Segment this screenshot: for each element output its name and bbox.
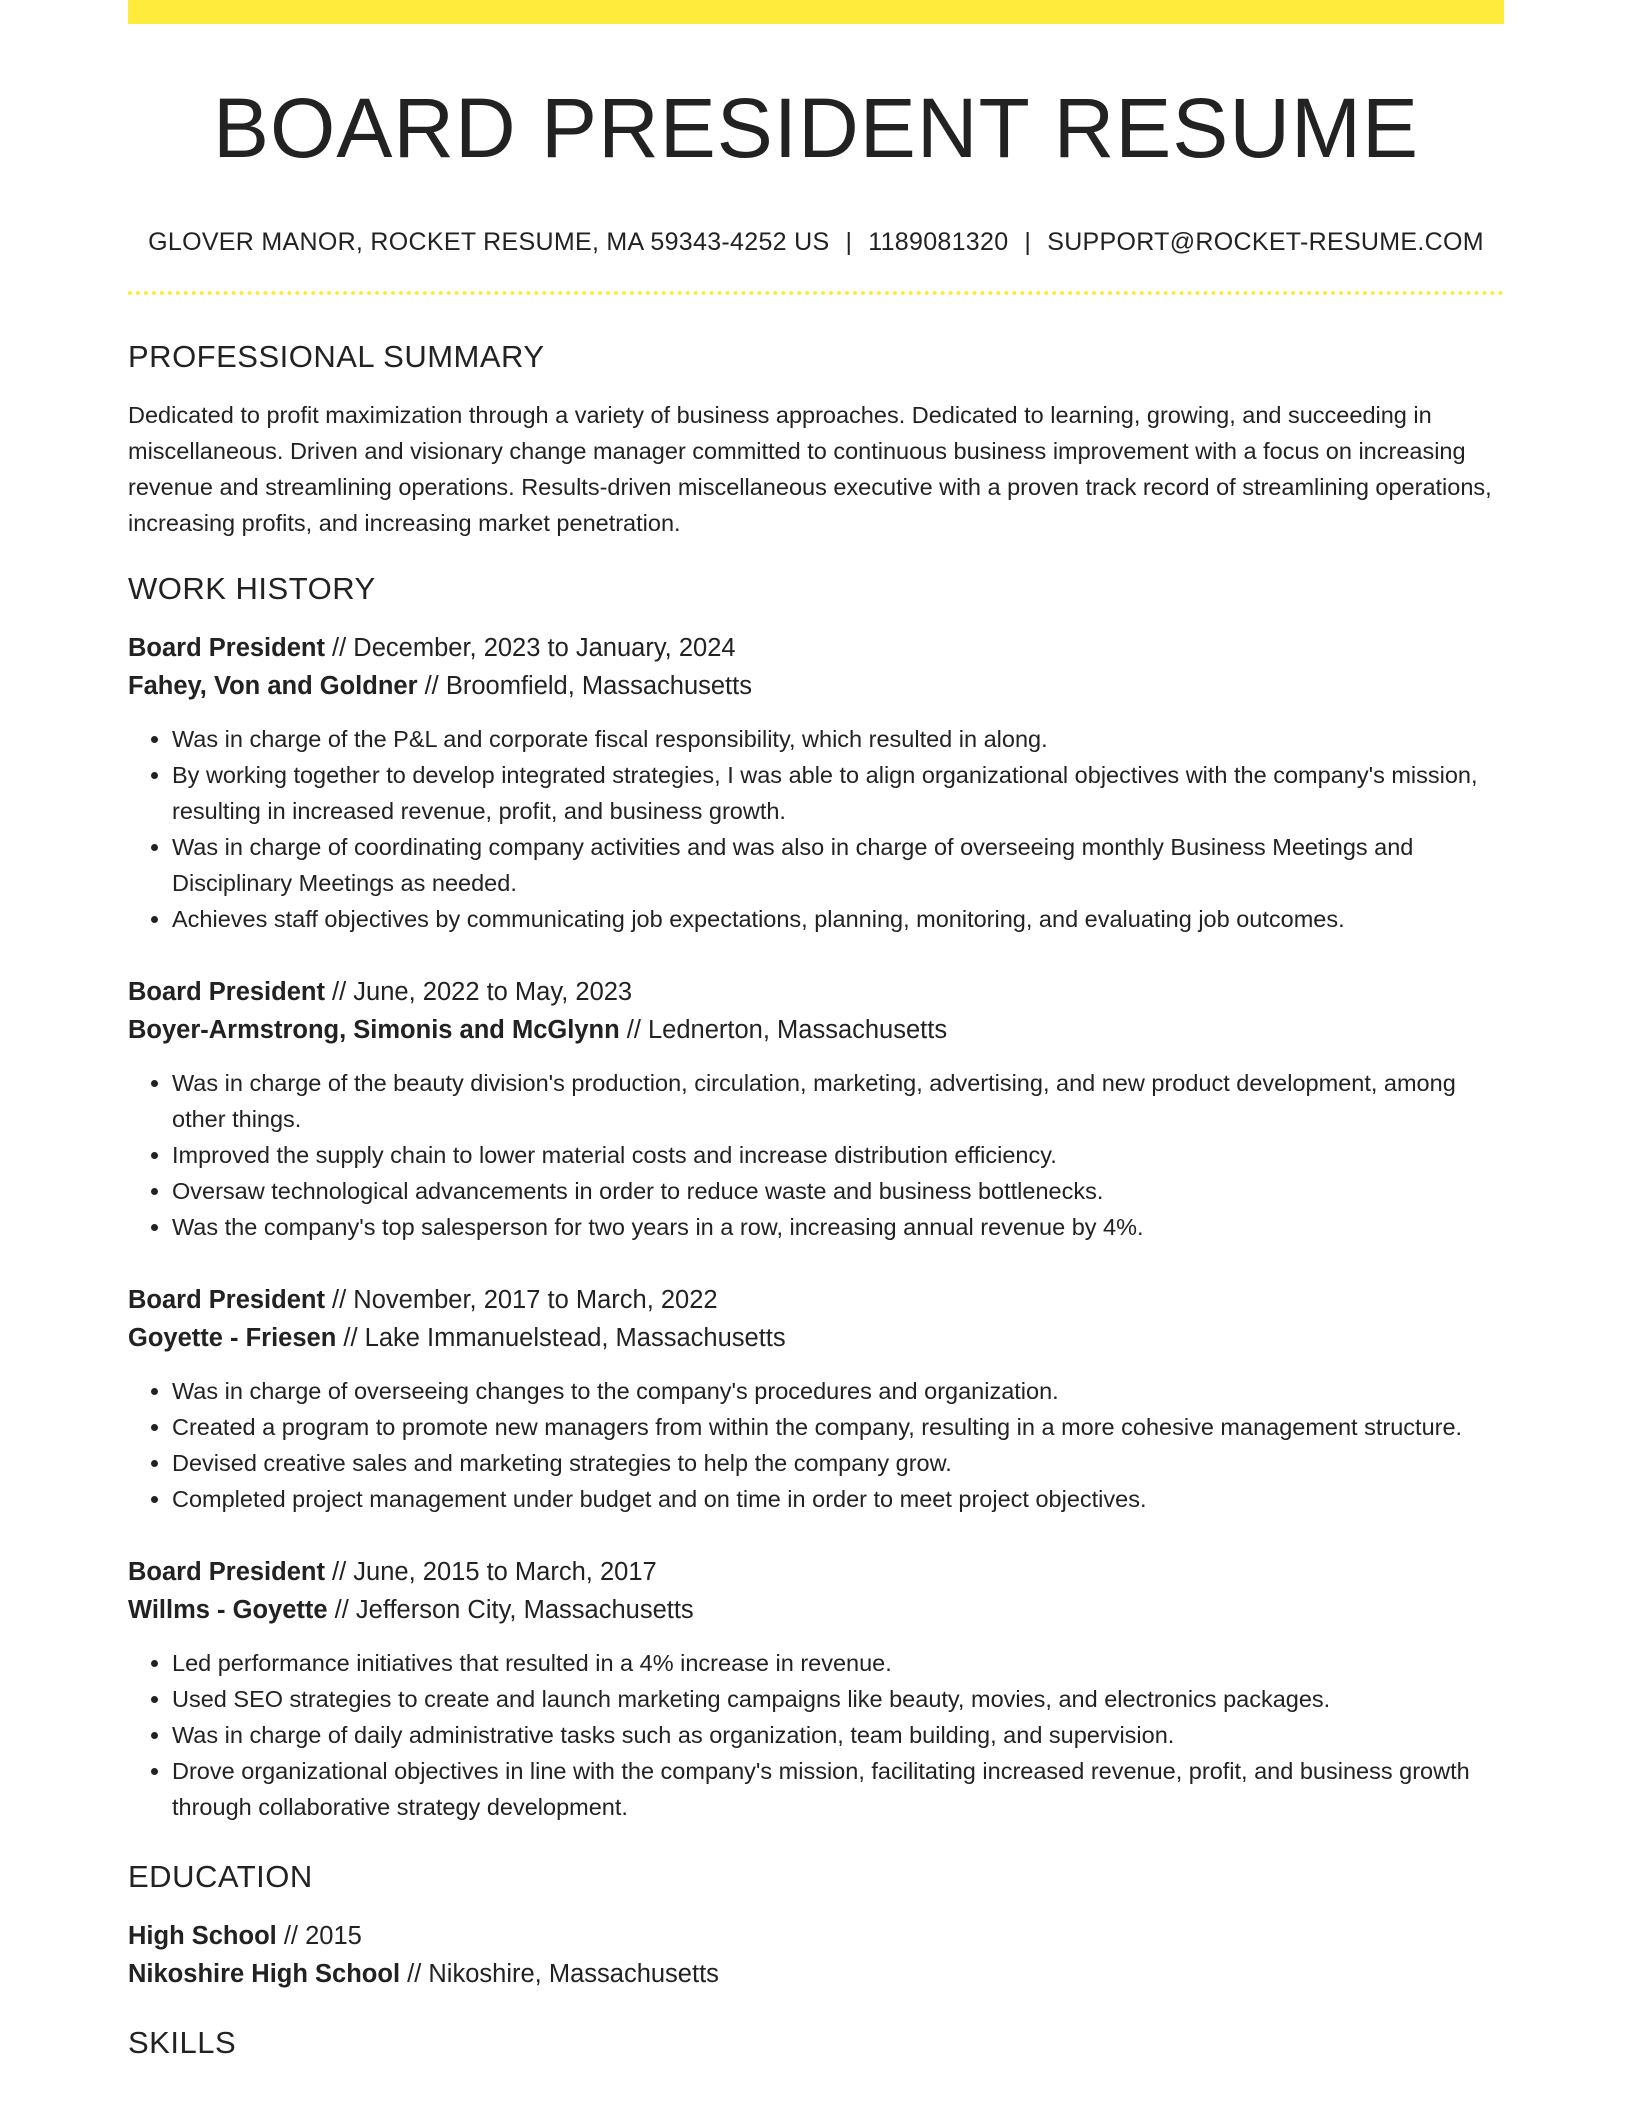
- job-company-line: [128, 1319, 1504, 1357]
- job-bullet: • Was in charge of coordinating company activities and was also in charge of overseeing monthly Business Meetings and Disciplinary Meetings as needed.: [172, 829, 1504, 901]
- job-location: // Lednerton, Massachusetts: [619, 1016, 948, 1045]
- job-bullet: • Devised creative sales and marketing strategies to help the company grow.: [172, 1445, 1504, 1481]
- job-bullet: • Was in charge of overseeing changes to the company's procedures and organization.: [172, 1373, 1504, 1409]
- job-bullet: • Used SEO strategies to create and launch marketing campaigns like beauty, movies, and electronics packages.: [172, 1681, 1504, 1717]
- job-dates: // December, 2023 to January, 2024: [324, 634, 736, 663]
- contact-phone: 1189081320: [868, 228, 1009, 257]
- job-bullet: • Was in charge of the beauty division's production, circulation, marketing, advertising, and new product development, among other things.: [172, 1065, 1504, 1137]
- job-company: Willms - Goyette: [128, 1596, 328, 1625]
- job-location: // Jefferson City, Massachusetts: [327, 1596, 694, 1625]
- job-bullet: • Achieves staff objectives by communicating job expectations, planning, monitoring, and evaluating job outcomes.: [172, 901, 1504, 937]
- education-entry: [128, 1917, 1504, 1993]
- resume-page: [128, 0, 1504, 2061]
- job-bullet: • Was the company's top salesperson for two years in a row, increasing annual revenue by 4%.: [172, 1209, 1504, 1245]
- top-accent-bar: [128, 0, 1504, 24]
- job-entry: [128, 1553, 1504, 1825]
- job-company: Boyer-Armstrong, Simonis and McGlynn: [128, 1016, 620, 1045]
- job-role-line: [128, 1553, 1504, 1591]
- job-dates: // June, 2015 to March, 2017: [324, 1558, 657, 1587]
- job-entry: [128, 973, 1504, 1245]
- skills-heading: SKILLS: [128, 2025, 237, 2061]
- job-entry: [128, 1281, 1504, 1517]
- job-bullets: [128, 1645, 1504, 1825]
- job-role: Board President: [128, 978, 325, 1007]
- job-dates: // November, 2017 to March, 2022: [324, 1286, 718, 1315]
- job-role: Board President: [128, 1286, 325, 1315]
- job-company-line: [128, 1591, 1504, 1629]
- job-role: Board President: [128, 1558, 325, 1587]
- job-entry: [128, 629, 1504, 937]
- education-school-line: [128, 1955, 1504, 1993]
- job-role-line: [128, 629, 1504, 667]
- job-bullet: • Was in charge of daily administrative tasks such as organization, team building, and supervision.: [172, 1717, 1504, 1753]
- job-company: Fahey, Von and Goldner: [128, 672, 418, 701]
- summary-text: Dedicated to profit maximization through a variety of business approaches. Dedicated to learning, growing, and succeeding in miscellaneous. Driven and visionary change manager committed to continuous business improvement with a focus on increasing revenue and streamlining operations. Results-driven miscellaneous executive with a proven track record of streamlining operations, increasing profits, and increasing market penetration.: [128, 402, 1492, 537]
- job-role-line: [128, 973, 1504, 1011]
- job-bullet: • Improved the supply chain to lower material costs and increase distribution efficiency.: [172, 1137, 1504, 1173]
- job-company-line: [128, 1011, 1504, 1049]
- contact-email: SUPPORT@ROCKET-RESUME.COM: [1047, 228, 1484, 257]
- education-year: // 2015: [276, 1922, 362, 1951]
- job-location: // Lake Immanuelstead, Massachusetts: [336, 1324, 786, 1353]
- job-bullets: [128, 1065, 1504, 1245]
- job-bullets: [128, 1373, 1504, 1517]
- job-bullet: • By working together to develop integrated strategies, I was able to align organizational objectives with the company's mission, resulting in increased revenue, profit, and business growth.: [172, 757, 1504, 829]
- education-school: Nikoshire High School: [128, 1960, 401, 1989]
- job-location: // Broomfield, Massachusetts: [417, 672, 752, 701]
- contact-address: GLOVER MANOR, ROCKET RESUME, MA 59343-4252 US: [148, 228, 830, 257]
- job-dates: // June, 2022 to May, 2023: [324, 978, 633, 1007]
- job-bullet: • Was in charge of the P&L and corporate fiscal responsibility, which resulted in along.: [172, 721, 1504, 757]
- job-role: Board President: [128, 634, 325, 663]
- job-bullet: • Created a program to promote new managers from within the company, resulting in a more cohesive management structure.: [172, 1409, 1504, 1445]
- education-degree: High School: [128, 1922, 277, 1951]
- contact-separator: |: [1024, 228, 1032, 257]
- job-bullet: • Completed project management under budget and on time in order to meet project objectives.: [172, 1481, 1504, 1517]
- job-bullet: • Oversaw technological advancements in order to reduce waste and business bottlenecks.: [172, 1173, 1504, 1209]
- education-degree-line: [128, 1917, 1504, 1955]
- job-role-line: [128, 1281, 1504, 1319]
- education-location: // Nikoshire, Massachusetts: [400, 1960, 719, 1989]
- work-history-heading: WORK HISTORY: [128, 571, 376, 607]
- education-heading: EDUCATION: [128, 1859, 313, 1895]
- contact-separator: |: [845, 228, 853, 257]
- page-title: BOARD PRESIDENT RESUME: [213, 81, 1419, 175]
- job-bullets: [128, 721, 1504, 937]
- summary-heading: PROFESSIONAL SUMMARY: [128, 339, 545, 375]
- job-bullet: • Led performance initiatives that resulted in a 4% increase in revenue.: [172, 1645, 1504, 1681]
- job-company: Goyette - Friesen: [128, 1324, 337, 1353]
- contact-line: [128, 228, 1504, 257]
- job-bullet: • Drove organizational objectives in line with the company's mission, facilitating increased revenue, profit, and business growth through collaborative strategy development.: [172, 1753, 1504, 1825]
- job-company-line: [128, 667, 1504, 705]
- header-divider: [128, 291, 1504, 295]
